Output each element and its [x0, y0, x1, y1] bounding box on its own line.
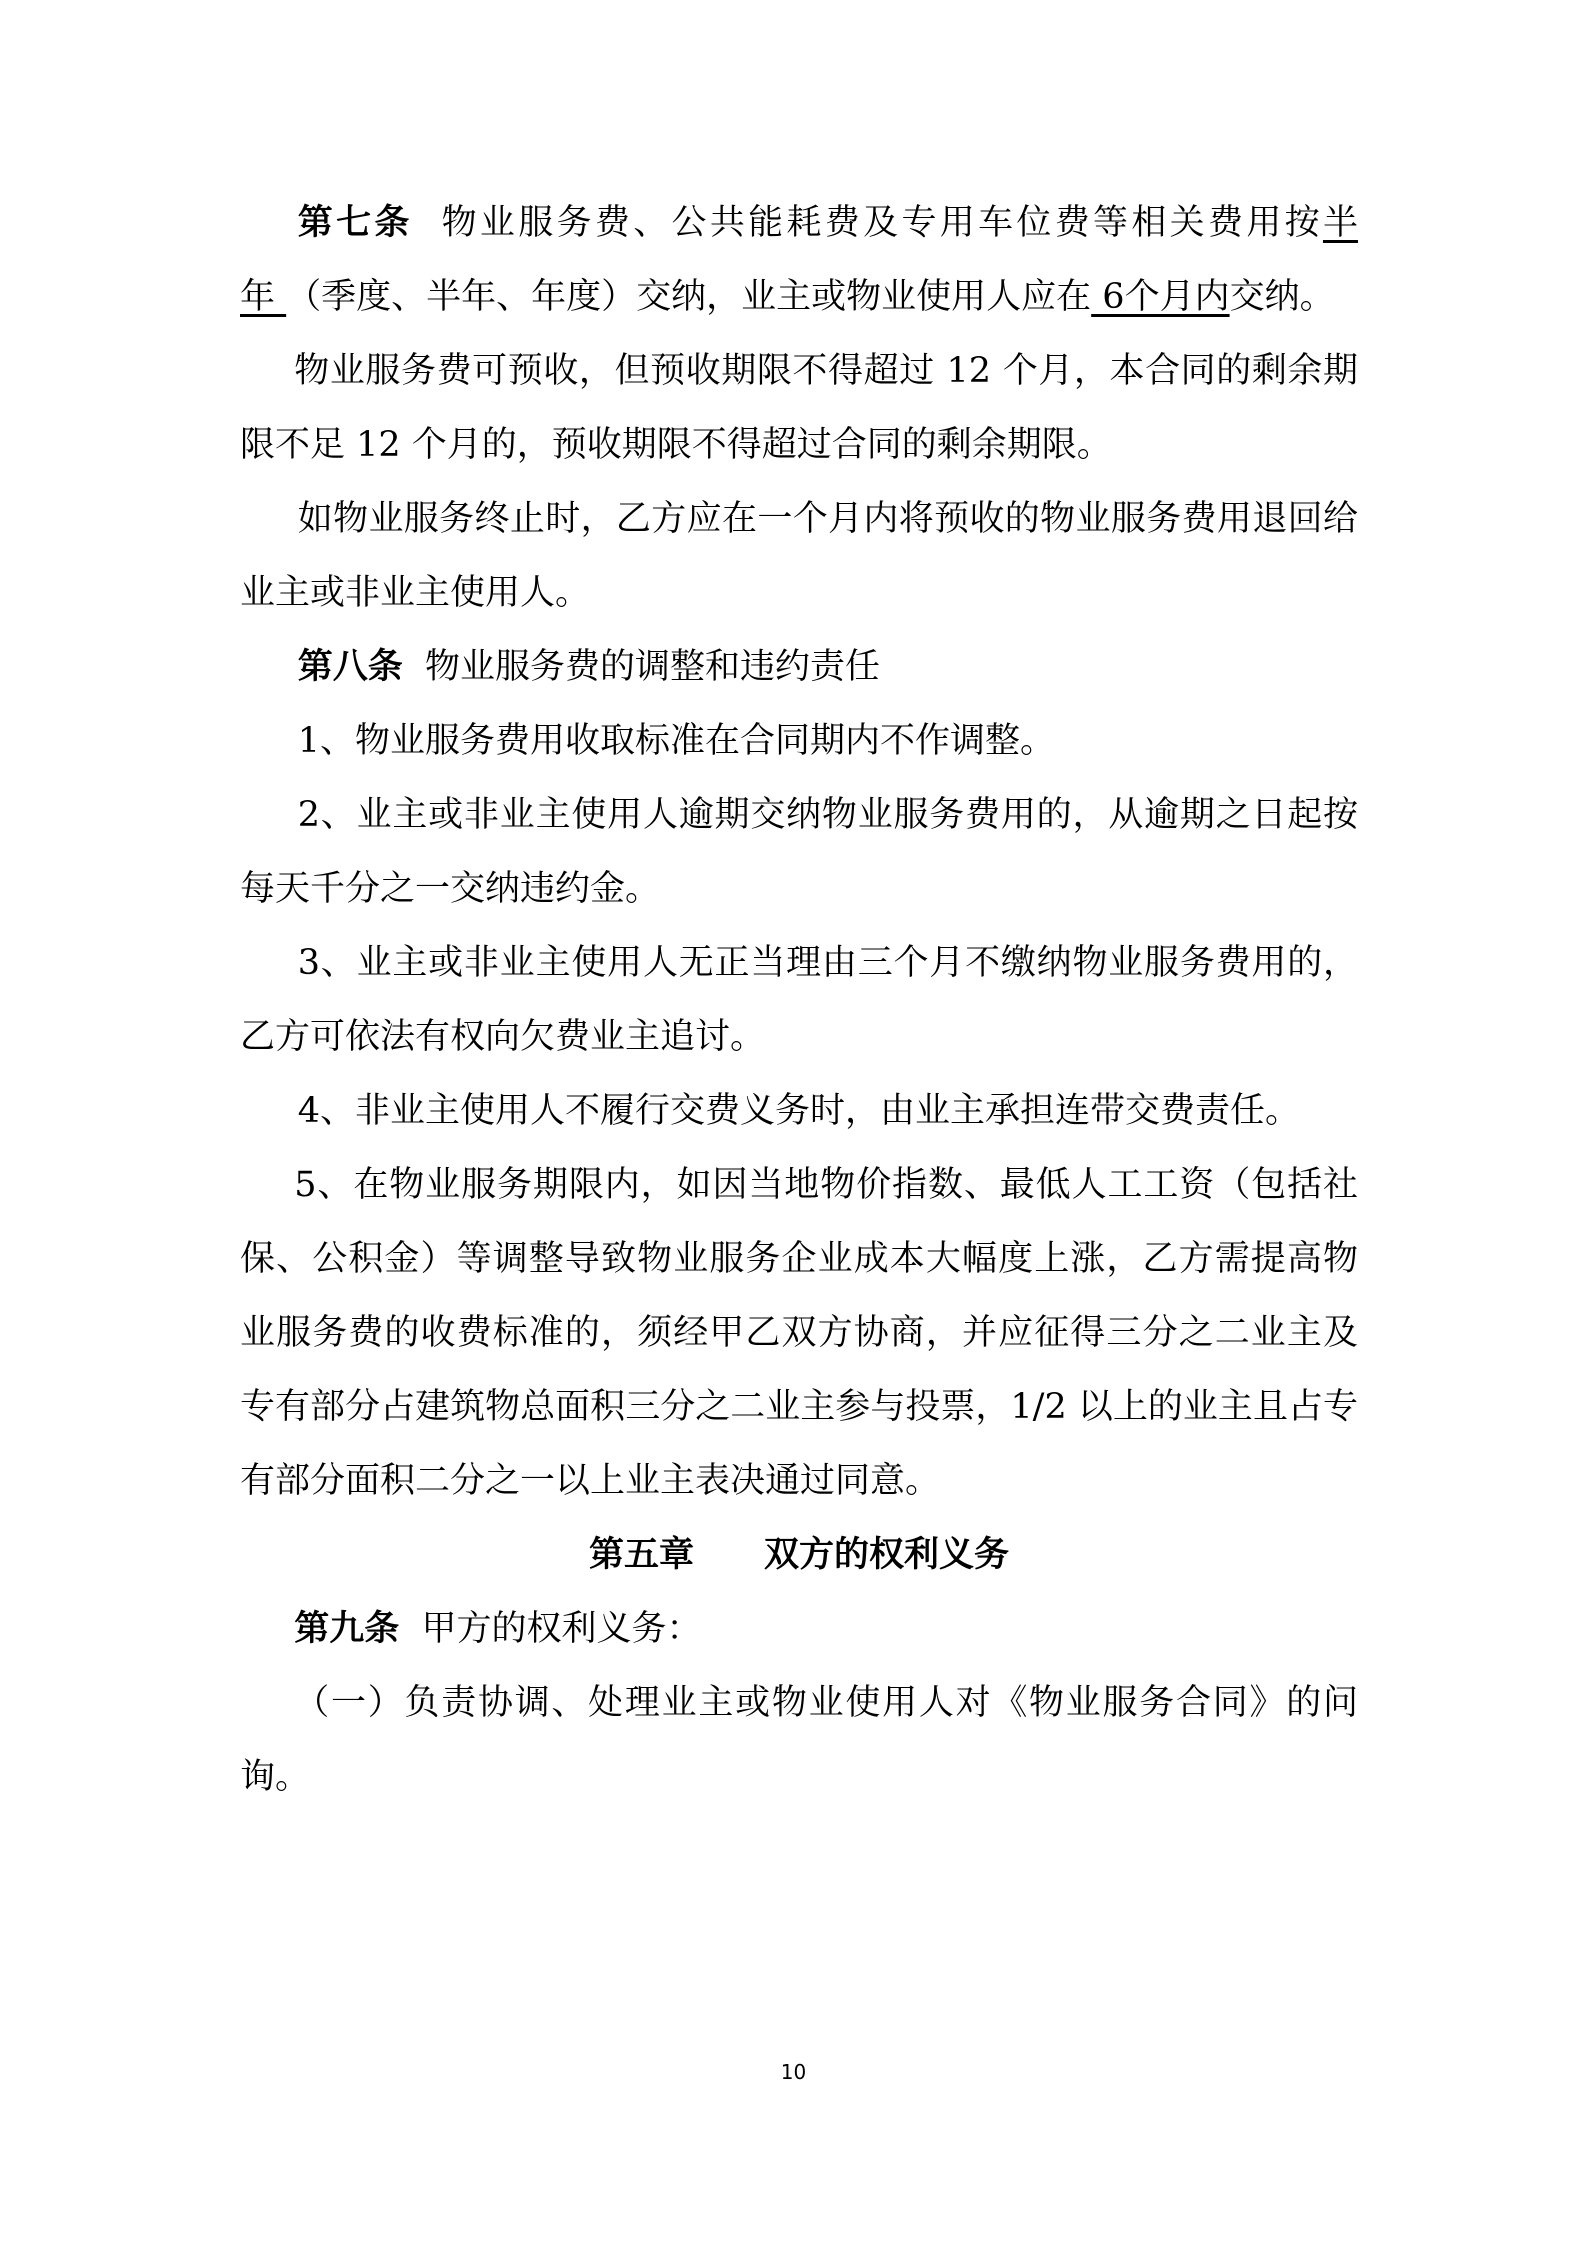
chapter-number: 第五章 — [588, 1534, 694, 1575]
chapter-5-heading — [240, 1518, 1358, 1592]
article-8-item-2: 2、业主或非业主使用人逾期交纳物业服务费用的，从逾期之日起按每天千分之一交纳违约金。 — [240, 795, 1358, 909]
article-7-paragraph-3: 如物业服务终止时，乙方应在一个月内将预收的物业服务费用退回给业主或非业主使用人。 — [240, 499, 1358, 613]
payment-period-underline-pad — [275, 277, 286, 317]
payment-period-blank: 半年 — [240, 203, 1358, 317]
article-7-text-c: 交纳。 — [1229, 277, 1335, 317]
page-content — [240, 186, 1358, 1814]
article-7-text-a: 物业服务费、公共能耗费及专用车位费等相关费用按 — [441, 203, 1323, 243]
article-8-item-4: 4、非业主使用人不履行交费义务时，由业主承担连带交费责任。 — [297, 1091, 1301, 1131]
article-8-item-1: 1、物业服务费用收取标准在合同期内不作调整。 — [297, 721, 1056, 761]
article-8-title: 第八条 — [297, 646, 403, 687]
article-8-item-3: 3、业主或非业主使用人无正当理由三个月不缴纳物业服务费用的，乙方可依法有权向欠费业主追讨。 — [240, 943, 1358, 1057]
article-9-title: 第九条 — [294, 1608, 400, 1649]
article-7-paragraph-2: 物业服务费可预收，但预收期限不得超过 12 个月，本合同的剩余期限不足 12 个月的，预收期限不得超过合同的剩余期限。 — [240, 351, 1358, 465]
article-7-title: 第七条 — [297, 202, 413, 243]
article-8-item-5: 5、在物业服务期限内，如因当地物价指数、最低人工工资（包括社保、公积金）等调整导致物业服务企业成本大幅度上涨，乙方需提高物业服务费的收费标准的，须经甲乙双方协商，并应征得三分之二业主及专有部分占建筑物总面积三分之二业主参与投票，1/2 以上的业主且占专有部分面积二分之一以上业主表决通过同意。 — [240, 1165, 1358, 1501]
payment-deadline-blank: 6个月内 — [1091, 277, 1230, 317]
page-number: 10 — [780, 2060, 807, 2084]
article-9-heading — [240, 1592, 1358, 1666]
article-9-heading-text: 甲方的权利义务： — [421, 1609, 702, 1649]
article-7-paragraph-1 — [240, 186, 1358, 334]
article-8-heading-text: 物业服务费的调整和违约责任 — [425, 647, 881, 687]
chapter-title: 双方的权利义务 — [764, 1534, 1010, 1575]
article-9-item-1: （一）负责协调、处理业主或物业使用人对《物业服务合同》的问询。 — [240, 1683, 1358, 1797]
article-8-heading — [240, 630, 1358, 704]
article-7-text-b: （季度、半年、年度）交纳，业主或物业使用人应在 — [286, 277, 1092, 317]
